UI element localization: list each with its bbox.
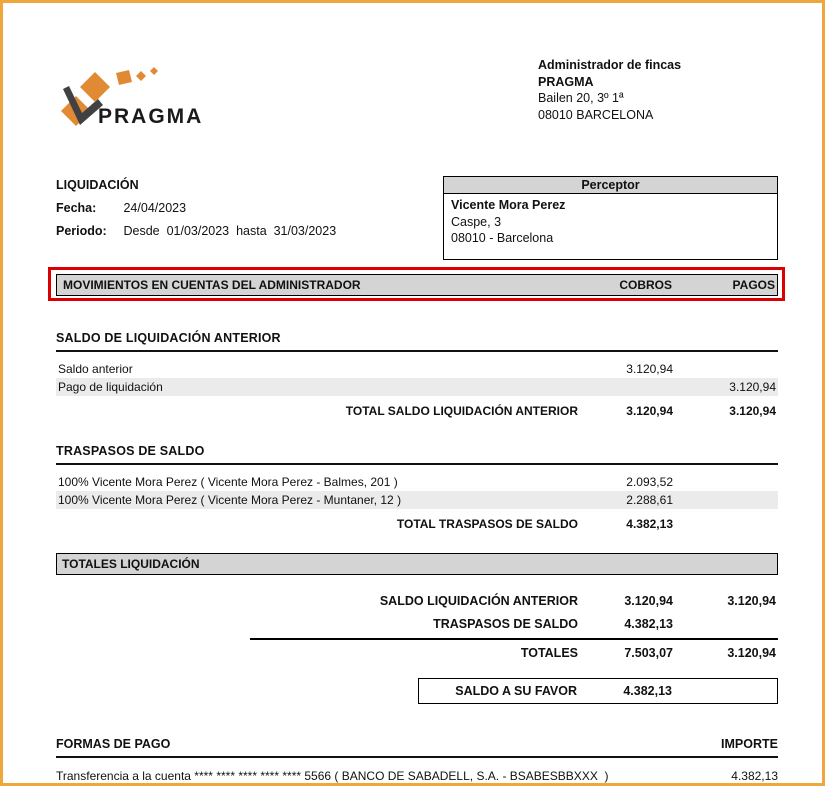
movimientos-title: MOVIMIENTOS EN CUENTAS DEL ADMINISTRADOR xyxy=(63,278,361,292)
row-cobros: 3.120,94 xyxy=(624,594,673,608)
pagos-column-header: PAGOS xyxy=(732,278,775,292)
total-row xyxy=(56,402,778,420)
movimientos-header-bar xyxy=(56,274,778,296)
total-pagos: 3.120,94 xyxy=(729,404,776,418)
fecha-value: 24/04/2023 xyxy=(123,201,187,215)
row-pagos xyxy=(673,491,776,509)
saldo-favor-box xyxy=(418,678,778,704)
letterhead-line: PRAGMA xyxy=(538,74,594,89)
perceptor-name: Vicente Mora Perez xyxy=(451,198,566,212)
totals-row xyxy=(56,644,778,662)
row-cobros: 2.288,61 xyxy=(626,493,673,507)
saldo-favor-label: SALDO A SU FAVOR xyxy=(455,684,577,698)
perceptor-header: Perceptor xyxy=(443,176,778,194)
totales-header-bar: TOTALES LIQUIDACIÓN xyxy=(56,553,778,575)
letterhead xyxy=(538,57,681,123)
totales-row xyxy=(56,592,778,610)
totals-pagos: 3.120,94 xyxy=(727,646,776,660)
perceptor-box xyxy=(443,176,778,260)
row-cobros: 3.120,94 xyxy=(626,362,673,376)
perceptor-body xyxy=(443,194,778,260)
row-pagos xyxy=(673,473,776,491)
table-row xyxy=(56,491,778,509)
total-pagos xyxy=(673,515,776,533)
total-row xyxy=(56,515,778,533)
row-cobros xyxy=(578,378,673,396)
fecha-label: Fecha: xyxy=(56,201,97,215)
table-row xyxy=(56,378,778,396)
row-label: TRASPASOS DE SALDO xyxy=(433,617,578,631)
formas-pago-row xyxy=(56,767,778,785)
importe-column-header: IMPORTE xyxy=(721,737,778,751)
row-label: Saldo anterior xyxy=(58,362,133,376)
letterhead-line: Administrador de fincas xyxy=(538,58,682,72)
periodo-value: Desde 01/03/2023 hasta 31/03/2023 xyxy=(123,224,337,238)
payment-method-importe: 4.382,13 xyxy=(731,769,778,783)
traspasos-heading: TRASPASOS DE SALDO xyxy=(56,444,778,465)
table-row xyxy=(56,360,778,378)
perceptor-address: 08010 - Barcelona xyxy=(451,231,554,245)
formas-pago-heading xyxy=(56,737,778,758)
row-pagos: 3.120,94 xyxy=(727,594,776,608)
liquidacion-info xyxy=(56,178,336,247)
fecha-row xyxy=(56,201,336,215)
letterhead-line: Bailen 20, 3º 1ª xyxy=(538,91,624,105)
red-annotation-box xyxy=(48,267,785,301)
liquidacion-title: LIQUIDACIÓN xyxy=(56,178,139,192)
cobros-column-header: COBROS xyxy=(619,278,672,292)
totales-row xyxy=(56,615,778,633)
periodo-row xyxy=(56,224,336,238)
row-cobros: 4.382,13 xyxy=(624,617,673,631)
total-label: TOTAL SALDO LIQUIDACIÓN ANTERIOR xyxy=(345,404,578,418)
row-label: 100% Vicente Mora Perez ( Vicente Mora Perez - Muntaner, 12 ) xyxy=(58,493,402,507)
row-label: Pago de liquidación xyxy=(58,380,163,394)
total-label: TOTAL TRASPASOS DE SALDO xyxy=(396,517,578,531)
totals-label: TOTALES xyxy=(520,646,578,660)
total-cobros: 3.120,94 xyxy=(626,404,673,418)
table-row xyxy=(56,473,778,491)
totals-cobros: 7.503,07 xyxy=(624,646,673,660)
saldo-favor-value: 4.382,13 xyxy=(623,684,672,698)
letterhead-line: 08010 BARCELONA xyxy=(538,107,654,122)
svg-text:PRAGMA: PRAGMA xyxy=(98,105,204,127)
formas-pago-title: FORMAS DE PAGO xyxy=(56,737,171,751)
saldo-favor-empty xyxy=(672,679,775,703)
payment-method-label: Transferencia a la cuenta **** **** **** **** **** 5566 ( BANCO DE SABADELL, S.A. - BSABESBBXXX ) xyxy=(56,769,609,783)
perceptor-address: Caspe, 3 xyxy=(451,214,502,229)
saldo-anterior-rows xyxy=(56,360,778,420)
periodo-label: Periodo: xyxy=(56,224,107,238)
traspasos-rows xyxy=(56,473,778,533)
total-cobros: 4.382,13 xyxy=(626,517,673,531)
row-label: 100% Vicente Mora Perez ( Vicente Mora Perez - Balmes, 201 ) xyxy=(58,475,398,489)
saldo-anterior-heading: SALDO DE LIQUIDACIÓN ANTERIOR xyxy=(56,331,778,352)
totales-rows xyxy=(56,592,778,667)
pragma-logo-icon xyxy=(55,59,225,127)
row-cobros: 2.093,52 xyxy=(626,475,673,489)
row-label: SALDO LIQUIDACIÓN ANTERIOR xyxy=(379,594,578,608)
totals-divider xyxy=(250,638,778,640)
row-pagos: 3.120,94 xyxy=(729,380,776,394)
pragma-logo xyxy=(55,59,225,132)
row-pagos xyxy=(673,615,776,633)
row-pagos xyxy=(673,360,776,378)
